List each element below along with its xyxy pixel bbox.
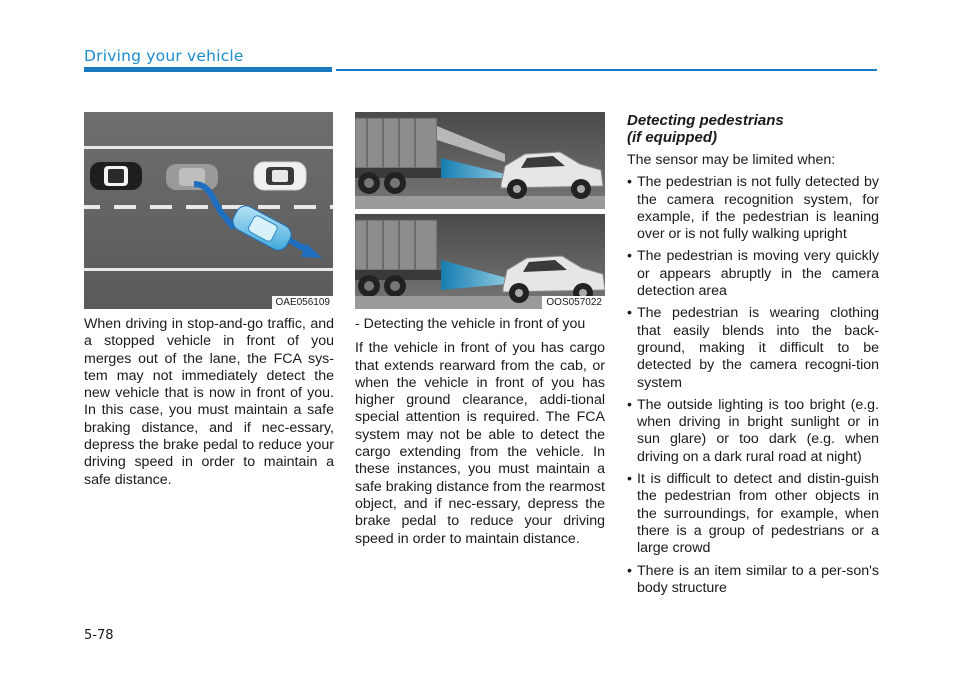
bullet-icon: • — [627, 305, 632, 322]
header-rule-thick — [84, 67, 332, 72]
list-item — [627, 174, 879, 243]
section-title: Driving your vehicle — [84, 47, 244, 65]
header-rule-thin — [336, 69, 877, 71]
column-2 — [355, 316, 605, 557]
pedestrian-heading-line2: (if equipped) — [627, 129, 717, 146]
list-item — [627, 471, 879, 557]
list-item-text: The pedestrian is moving very quickly or appears abruptly in the camera detection area — [637, 248, 879, 300]
list-item — [627, 397, 879, 466]
list-item-text: The pedestrian is wearing clothing that easily blends into the back-ground, making it difficult to be detected by the camera recogni-tion system — [637, 305, 879, 391]
vehicle-detection-subhead: - Detecting the vehicle in front of you — [355, 316, 586, 332]
figure-code-right: OOS057022 — [542, 296, 605, 309]
cut-in-vehicle-figure — [84, 112, 333, 309]
list-item-text: It is difficult to detect and distin-guish the pedestrian from other objects in the surroundings, for example, when there is a group of pedestrians or a large crowd — [637, 471, 879, 557]
pedestrian-limits-list — [627, 174, 879, 597]
list-item — [627, 305, 879, 391]
stopped-car-black — [90, 162, 142, 190]
list-item — [627, 563, 879, 598]
pedestrian-heading-line1: Detecting pedestrians — [627, 112, 784, 129]
figure-code-left: OAE056109 — [272, 296, 334, 309]
bullet-icon: • — [627, 471, 632, 488]
list-item-text: The pedestrian is not fully detected by the camera recognition system, for example, if the pedestrian is leaning over or is not fully walking upright — [637, 174, 879, 243]
merging-car-grey — [166, 164, 218, 190]
truck-cargo-figure — [355, 112, 605, 309]
sensor-limit-intro: The sensor may be limited when: — [627, 152, 836, 168]
cargo-paragraph: If the vehicle in front of you has cargo that extends rearward from the cab, or when the vehicle in front of you has higher ground clearance, addi-tional special attention is required. The FCA system may not be able to detect the cargo extending from the vehicle. In these instances, you must maintain a safe braking distance from the rearmost object, and if nec-essary, depress the brake pedal to reduce your driving speed in order to maintain distance. — [355, 340, 605, 547]
column-3 — [627, 112, 879, 602]
cut-in-paragraph: When driving in stop-and-go traffic, and a stopped vehicle in front of you merges out of the lane, the FCA sys-tem may not immediately detect the new vehicle that is now in front of you. In this case, you must maintain a safe braking distance, and if nec-essary, depress the brake pedal to reduce your driving speed in order to maintain a safe distance. — [84, 316, 334, 488]
front-car-white — [254, 162, 306, 190]
bullet-icon: • — [627, 396, 632, 413]
list-item — [627, 248, 879, 300]
list-item-text: The outside lighting is too bright (e.g. when driving in bright sunlight or in sun glare) or too dark (e.g. when driving on a dark rural road at night) — [637, 396, 879, 465]
truck-cargo-illustration — [355, 112, 605, 309]
pedestrian-heading — [627, 112, 879, 146]
page-number: 5-78 — [84, 628, 114, 643]
column-1 — [84, 316, 334, 498]
bullet-icon: • — [627, 174, 632, 191]
list-item-text: There is an item similar to a per-son's body structure — [637, 562, 879, 596]
bullet-icon: • — [627, 562, 632, 579]
bullet-icon: • — [627, 248, 632, 265]
cut-in-road-illustration — [84, 112, 333, 309]
